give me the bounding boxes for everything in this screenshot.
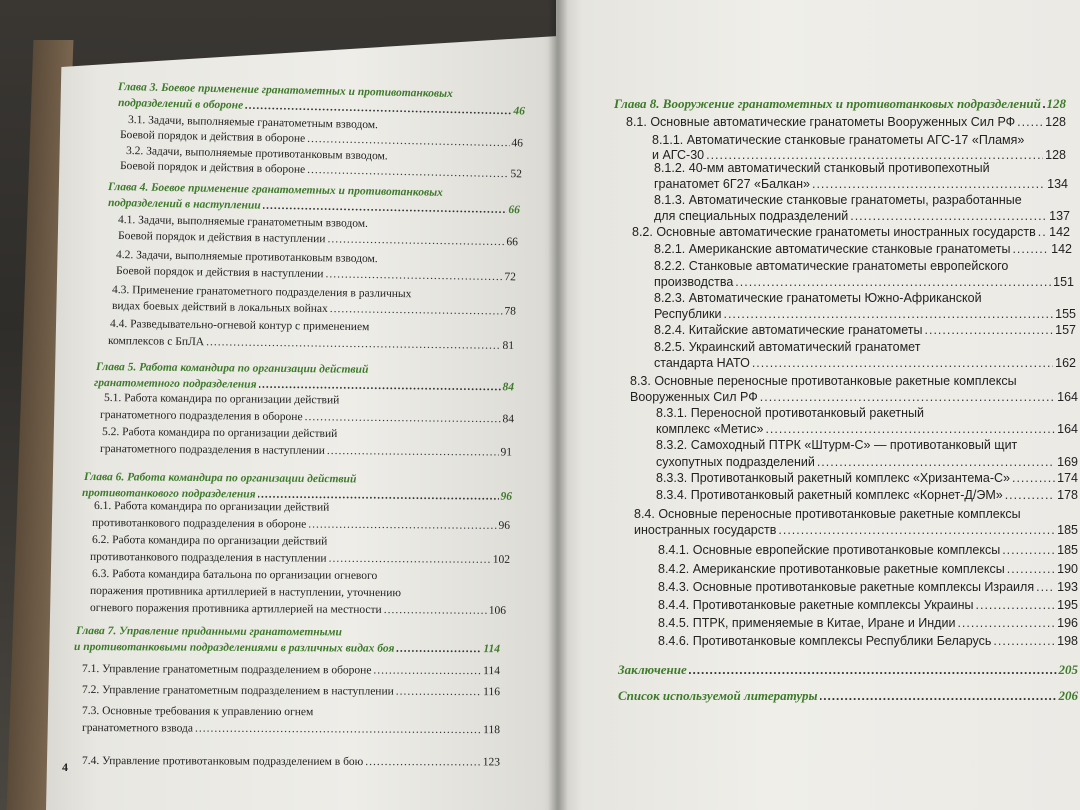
page-ref: 81 [502, 339, 515, 352]
entry-title: 7.2. Управление гранатометным подразделением в наступлении [81, 684, 394, 698]
page-ref: 155 [1055, 307, 1076, 321]
entry-title: подразделений в обороне [117, 97, 244, 112]
dot-leader [1007, 562, 1055, 577]
toc-section-entry [656, 488, 1078, 503]
dot-leader [735, 275, 1051, 290]
toc-section-title: 6.3. Работа командира батальона по организации огневого [91, 568, 378, 582]
dot-leader [765, 422, 1055, 437]
dot-leader [308, 518, 496, 534]
entry-title: 8.4.5. ПТРК, применяемые в Китае, Иране и Индии [658, 616, 956, 630]
toc-section-title: 8.1.3. Автоматические станковые гранатометы, разработанные [654, 193, 1022, 207]
dot-leader [396, 685, 481, 700]
entry-title: Боевой порядок и действия в наступлении [117, 230, 326, 246]
page-ref: 66 [506, 236, 519, 249]
dot-leader [330, 302, 503, 319]
toc-section-title: 4.4. Разведывательно-огневой контур с применением [109, 318, 370, 334]
toc-section-title: 8.1.1. Автоматические станковые гранатометы АГС-17 «Пламя» [652, 133, 1025, 147]
toc-section-entry [632, 225, 1070, 240]
toc-chapter-title: Глава 6. Работа командира по организации действий [83, 471, 357, 486]
page-ref: 52 [510, 168, 523, 181]
toc-chapter-entry [614, 96, 1066, 111]
dot-leader [396, 642, 481, 657]
entry-title: Боевой порядок и действия в обороне [119, 129, 306, 145]
page-ref: 114 [483, 643, 501, 656]
page-ref: 157 [1055, 323, 1076, 337]
page-ref: 123 [482, 756, 501, 769]
toc-section-entry [90, 601, 506, 619]
entry-title: 8.4.1. Основные европейские противотанковые комплексы [658, 543, 1001, 557]
toc-section-title: 8.3. Основные переносные противотанковые ракетные комплексы [630, 374, 1017, 388]
book-gutter [548, 0, 568, 810]
dot-leader [925, 323, 1054, 338]
dot-leader [1005, 488, 1055, 503]
entry-title: гранатометного подразделения в обороне [99, 409, 303, 424]
toc-section-entry [654, 177, 1068, 192]
entry-title: 8.4.2. Американские противотанковые ракетные комплексы [658, 562, 1005, 576]
toc-chapter-title: Глава 4. Боевое применение гранатометных и противотанковых [107, 181, 443, 199]
page-ref: 142 [1051, 242, 1072, 256]
page-ref: 193 [1057, 580, 1078, 594]
toc-section-title: 8.4. Основные переносные противотанковые ракетные комплексы [634, 507, 1021, 521]
page-ref: 151 [1053, 275, 1074, 289]
dot-leader [817, 455, 1055, 470]
entry-title: гранатометного подразделения [93, 377, 257, 391]
dot-leader [723, 307, 1053, 322]
page-ref: 116 [483, 686, 501, 699]
entry-title: Список используемой литературы [618, 688, 818, 703]
toc-section-entry [82, 754, 500, 770]
entry-title: производства [654, 275, 734, 289]
toc-section-entry [654, 356, 1076, 371]
entry-title: противотанкового подразделения [81, 487, 256, 501]
toc-section-title: 4.2. Задачи, выполняемые противотанковым взводом. [115, 249, 378, 266]
page-ref: 128 [1045, 115, 1066, 129]
page-ref: 185 [1057, 543, 1078, 557]
toc-chapter-title: Глава 7. Управление приданными гранатометными [75, 625, 342, 639]
entry-title: Вооруженных Сил РФ [630, 390, 758, 404]
entry-title: 8.4.6. Противотанковые комплексы Республики Беларусь [658, 634, 992, 648]
toc-section-title: 5.2. Работа командира по организации действий [101, 426, 338, 441]
entry-title: стандарта НАТО [654, 356, 750, 370]
page-ref: 169 [1057, 455, 1078, 469]
dot-leader [384, 603, 487, 619]
page-ref: 142 [1049, 225, 1070, 239]
page-ref: 195 [1057, 598, 1078, 612]
page-ref: 164 [1057, 390, 1078, 404]
toc-section-title: 7.3. Основные требования к управлению огнем [81, 705, 314, 719]
dot-leader [1002, 543, 1055, 558]
page-ref: 205 [1058, 662, 1078, 677]
toc-section-entry [658, 580, 1078, 595]
entry-title: Республики [654, 307, 722, 321]
dot-leader [778, 523, 1055, 538]
entry-title: комплекс «Метис» [656, 422, 764, 436]
toc-section-entry [634, 523, 1078, 538]
toc-section-title: 8.3.1. Переносной противотанковый ракетный [656, 406, 925, 420]
page-ref: 114 [483, 665, 501, 678]
page-ref: 134 [1047, 177, 1068, 191]
entry-title: противотанкового подразделения в обороне [91, 517, 307, 531]
entry-title: для специальных подразделений [654, 209, 849, 223]
entry-title: комплексов с БпЛА [107, 335, 205, 349]
dot-leader [1012, 242, 1049, 257]
dot-leader [327, 232, 504, 250]
dot-leader [365, 755, 481, 770]
page-ref: 185 [1057, 523, 1078, 537]
toc-chapter-entry [618, 662, 1078, 677]
entry-title: иностранных государств [634, 523, 777, 537]
dot-leader [812, 177, 1045, 192]
toc-section-entry [626, 115, 1066, 130]
page-ref: 78 [504, 305, 517, 318]
toc-section-entry [658, 562, 1078, 577]
dot-leader [976, 598, 1056, 613]
toc-section-entry [92, 516, 510, 534]
entry-title: 7.4. Управление противотанковым подразделением в бою [81, 755, 364, 768]
dot-leader [329, 552, 491, 568]
entry-title: гранатометного взвода [81, 722, 194, 735]
page-ref: 198 [1057, 634, 1078, 648]
entry-title: 8.4.4. Противотанковые ракетные комплексы Украины [658, 598, 974, 612]
page-ref: 96 [498, 519, 511, 532]
entry-title: 8.2.1. Американские автоматические станковые гранатометы [654, 242, 1011, 256]
dot-leader [993, 634, 1055, 649]
page-ref: 84 [502, 413, 515, 426]
toc-section-title: 8.2.3. Автоматические гранатометы Южно-Африканской [654, 291, 982, 305]
page-ref: 174 [1057, 471, 1078, 485]
toc-section-entry [656, 455, 1078, 470]
page-ref: 46 [513, 105, 526, 118]
page-ref: 137 [1049, 209, 1070, 223]
page-ref: 96 [500, 490, 513, 503]
dot-leader [195, 722, 481, 738]
toc-section-entry [658, 616, 1078, 631]
entry-title: противотанкового подразделения в наступлении [89, 551, 327, 565]
entry-title: гранатомет 6Г27 «Балкан» [654, 177, 810, 191]
entry-title: 8.2.4. Китайские автоматические гранатометы [654, 323, 923, 337]
toc-section-entry [90, 550, 510, 568]
dot-leader [752, 356, 1053, 371]
dot-leader [327, 444, 499, 460]
entry-title: и АГС-30 [652, 148, 705, 162]
toc-section-entry [658, 598, 1078, 613]
page-ref: 72 [504, 271, 517, 284]
toc-section-title: 3.1. Задачи, выполняемые гранатометным взводом. [127, 114, 379, 132]
toc-section-entry [654, 209, 1070, 224]
toc-chapter-title: Глава 5. Работа командира по организации действий [95, 361, 369, 376]
entry-title: 7.1. Управление гранатометным подразделением в обороне [81, 663, 372, 677]
dot-leader [1038, 225, 1047, 240]
entry-title: 8.2. Основные автоматические гранатометы иностранных государств [632, 225, 1036, 239]
toc-section-title: 6.2. Работа командира по организации действий [91, 534, 328, 548]
toc-section-title: 8.2.5. Украинский автоматический гранатомет [654, 340, 921, 354]
page-ref: 206 [1058, 688, 1078, 703]
page-ref: 106 [488, 604, 507, 617]
page-ref: 196 [1057, 616, 1078, 630]
toc-section-entry [630, 390, 1078, 405]
toc-section-title: 8.1.2. 40-мм автоматический станковый противопехотный [654, 161, 990, 175]
toc-chapter-title: Глава 3. Боевое применение гранатометных и противотанковых [117, 81, 453, 101]
page-ref: 118 [483, 724, 501, 737]
toc-section-title: 4.1. Задачи, выполняемые гранатометным взводом. [117, 214, 369, 230]
toc-section-title: 5.1. Работа командира по организации действий [103, 392, 340, 407]
page-ref: 66 [508, 203, 521, 217]
toc-section-entry [656, 422, 1078, 437]
toc-section-title: 8.3.2. Самоходный ПТРК «Штурм-С» — противотанковый щит [656, 438, 1018, 452]
dot-leader [1043, 96, 1045, 111]
entry-title: гранатометного подразделения в наступлении [99, 443, 326, 457]
entry-title: Боевой порядок и действия в обороне [119, 160, 306, 176]
page-ref: 162 [1055, 356, 1076, 370]
toc-chapter-entry [74, 640, 500, 657]
entry-title: 8.3.3. Противотанковый ракетный комплекс «Хризантема-С» [656, 471, 1010, 485]
entry-title: подразделений в наступлении [107, 197, 261, 212]
entry-title: 8.4.3. Основные противотанковые ракетные комплексы Израиля [658, 580, 1035, 594]
entry-title: 8.1. Основные автоматические гранатометы Вооруженных Сил РФ [626, 115, 1016, 129]
toc-section-title: 4.3. Применение гранатометного подразделения в различных [111, 284, 412, 301]
page-number: 4 [62, 760, 68, 774]
dot-leader [820, 688, 1057, 703]
page-ref: 91 [500, 446, 513, 459]
page-ref: 46 [511, 137, 524, 150]
entry-title: огневого поражения противника артиллерией на местности [89, 602, 382, 617]
page-ref: 128 [1045, 148, 1066, 162]
toc-section-entry [654, 242, 1072, 257]
dot-leader [305, 410, 501, 427]
entry-title: и противотанковыми подразделениями в различных видах боя [73, 641, 395, 655]
entry-title: видах боевых действий в локальных войнах [111, 300, 328, 316]
toc-section-entry [656, 471, 1078, 486]
entry-title: Глава 8. Вооружение гранатометных и противотанковых подразделений [614, 96, 1041, 111]
toc-section-entry [654, 323, 1076, 338]
entry-title: Боевой порядок и действия в наступлении [115, 265, 324, 281]
toc-section-entry [658, 634, 1078, 649]
toc-section-entry [82, 662, 500, 679]
dot-leader [760, 390, 1055, 405]
page-ref: 84 [502, 381, 515, 394]
entry-title: сухопутных подразделений [656, 455, 815, 469]
dot-leader [325, 267, 502, 285]
dot-leader [1036, 580, 1055, 595]
toc-section-entry [654, 307, 1076, 322]
page-ref: 102 [492, 553, 511, 566]
toc-section-title: 6.1. Работа командира по организации действий [93, 500, 330, 514]
page-ref: 164 [1057, 422, 1078, 436]
page-ref: 128 [1046, 96, 1066, 111]
entry-title: Заключение [618, 662, 687, 677]
toc-section-entry [82, 721, 500, 738]
toc-section-title: 8.2.2. Станковые автоматические гранатометы европейского [654, 259, 1009, 273]
dot-leader [1017, 115, 1043, 130]
toc-section-entry [658, 543, 1078, 558]
dot-leader [689, 662, 1057, 677]
entry-title: 8.3.4. Противотанковый ракетный комплекс «Корнет-Д/ЭМ» [656, 488, 1003, 502]
page-ref: 190 [1057, 562, 1078, 576]
dot-leader [957, 616, 1055, 631]
dot-leader [1012, 471, 1055, 486]
toc-section-title: 3.2. Задачи, выполняемые противотанковым взводом. [125, 145, 388, 163]
dot-leader [373, 664, 481, 680]
page-ref: 178 [1057, 488, 1078, 502]
toc-chapter-entry [618, 688, 1078, 703]
toc-section-title: поражения противника артиллерией в наступлении, уточнению [89, 585, 402, 600]
dot-leader [850, 209, 1047, 224]
toc-section-entry [654, 275, 1074, 290]
toc-section-entry [82, 683, 500, 700]
